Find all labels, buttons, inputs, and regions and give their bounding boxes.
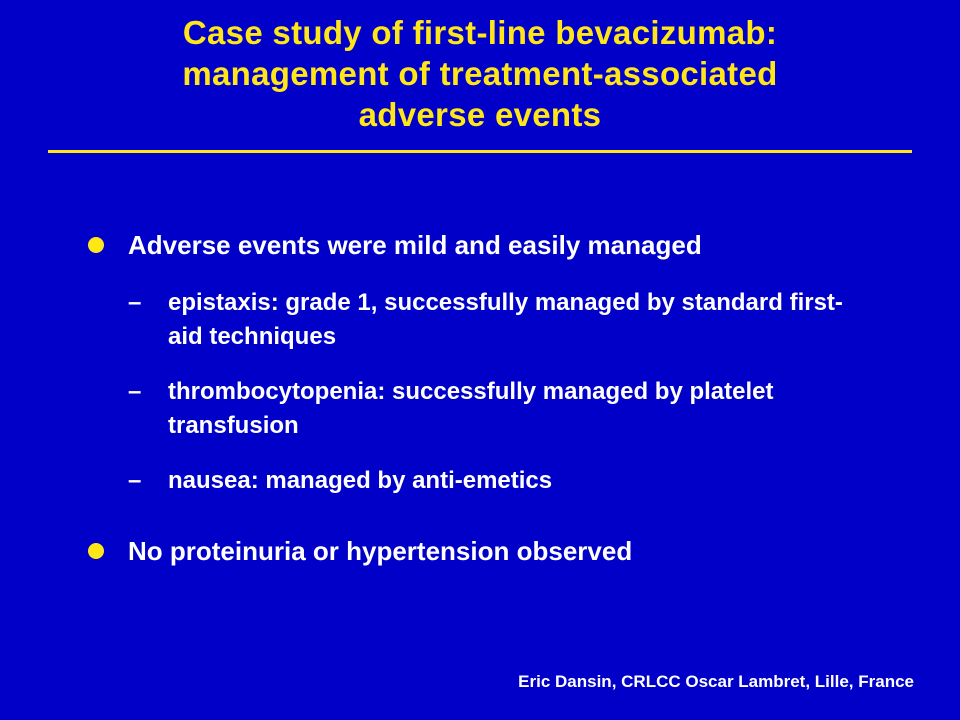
sub-item-text: epistaxis: grade 1, successfully managed by standard first-aid techniques <box>168 289 843 350</box>
bullet-dot-icon <box>88 543 104 559</box>
bullet-text: No proteinuria or hypertension observed <box>128 536 633 566</box>
bullet-item-2 <box>88 534 632 568</box>
sub-item-text: nausea: managed by anti-emetics <box>168 467 553 494</box>
slide-footer: Eric Dansin, CRLCC Oscar Lambret, Lille, France <box>518 672 914 691</box>
title-line-2: management of treatment-associated <box>182 55 778 92</box>
sub-item-text: thrombocytopenia: successfully managed by platelet transfusion <box>168 378 774 439</box>
title-line-3: adverse events <box>358 96 602 133</box>
title-line-1: Case study of first-line bevacizumab: <box>182 14 778 51</box>
sub-item-1 <box>128 286 868 354</box>
dash-marker: – <box>128 378 142 405</box>
sub-item-3 <box>128 464 868 498</box>
bullet-dot-icon <box>88 237 104 253</box>
dash-marker: – <box>128 467 142 494</box>
bullet-item-1 <box>88 228 702 262</box>
bullet-text: Adverse events were mild and easily managed <box>128 230 702 260</box>
dash-marker: – <box>128 289 142 316</box>
sub-item-2 <box>128 375 868 443</box>
